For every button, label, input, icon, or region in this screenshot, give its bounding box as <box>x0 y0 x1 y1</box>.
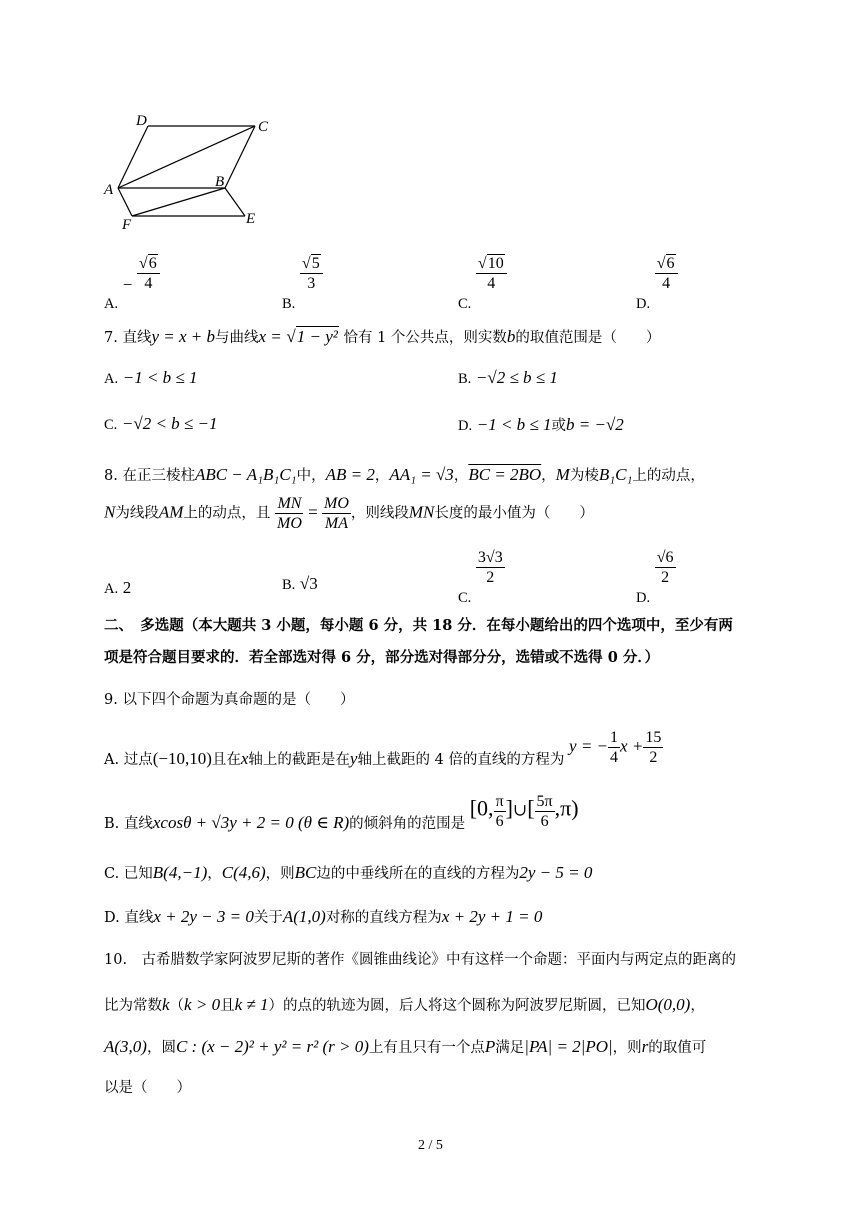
label-E: E <box>246 211 256 227</box>
q6-option-b: B. √ $\frac{5}{3}$ <box>282 254 323 293</box>
q6-option-c: C. √ $\frac{10}{4}$ <box>458 254 507 293</box>
q7-stem: 7. 直线y = x + b与曲线x = √ 1 − y² 恰有 1 个公共点，则实数b的取值范围是（ ） <box>104 326 660 347</box>
q10-line2: 比为常数k（k > 0且k ≠ 1）的点的轨迹为圆，后人将这个圆称为阿波罗尼斯圆，已知O(0,0)， <box>104 995 705 1014</box>
q7-option-d: D. −1 < b ≤ 1或b = −√2 <box>458 415 624 434</box>
q7-option-a: A. −1 < b ≤ 1 <box>104 368 198 387</box>
q6-option-a: A. − √ $\frac{6}{4}$ <box>104 254 160 293</box>
q6-option-d: D. √ $\frac{6}{4}$ <box>636 254 678 293</box>
label-F: F <box>122 217 132 233</box>
section2-heading-line2: 项是符合题目要求的．若全部选对得 6 分，部分选对得部分分，选错或不选得 0 分．） <box>104 649 660 666</box>
q8-option-a: A. 2 <box>104 578 132 597</box>
q9-option-a: A. 过点(−10,10)且在x轴上的截距是在y轴上截距的 4 倍的直线的方程为 y = − $\frac{1}{4}$ x + $\frac{15}{2}$ <box>104 729 662 768</box>
q9-title: 9. 以下四个命题为真命题的是（ ） <box>104 692 355 708</box>
q8-option-d: D. $\frac{√6}{2}$ <box>636 549 674 606</box>
q10-line4: 以是（ ） <box>104 1080 191 1096</box>
q8-stem-line2: N为线段AM上的动点，且 $\frac{MN}{MO}$ = $\frac{MO}{MA}$ ，则线段MN长度的最小值为（ ） <box>104 495 594 532</box>
q8-option-c: C. $\frac{3√3}{2}$ <box>458 549 503 606</box>
label-D: D <box>136 113 147 129</box>
q7-option-b: B. −√2 ≤ b ≤ 1 <box>458 368 558 387</box>
label-C: C <box>258 119 269 135</box>
q9-option-c: C. 已知B(4,−1)，C(4,6)，则BC边的中垂线所在的直线的方程为2y − 5 = 0 <box>104 863 593 882</box>
label-B: B <box>215 174 225 190</box>
q9-option-b: B. 直线xcosθ + √3y + 2 = 0 (θ ∈ R)的倾斜角的范围是 [0, $\frac{\pi}{6}$ ]∪[ $\frac{5\pi}{6}$ ,π) <box>104 793 579 832</box>
q8-stem-line1: 8. 在正三棱柱ABC − A₁B₁C₁中，AB = 2，AA₁ = √3，BC = 2BO，M为棱B₁C₁上的动点， <box>104 465 705 484</box>
section2-heading-line1: 二、 多选题（本大题共 3 小题，每小题 6 分，共 18 分．在每小题给出的四个选项中，至少有两 <box>104 617 733 634</box>
geometry-figure <box>100 108 290 238</box>
page-number: 2 / 5 <box>418 1138 443 1153</box>
q8-option-b: B. √3 <box>282 574 318 593</box>
q10-line3: A(3,0)，圆C : (x − 2)² + y² = r² (r > 0)上有且只有一个点P满足|PA| = 2|PO|，则r的取值可 <box>104 1037 707 1056</box>
q9-option-d: D. 直线x + 2y − 3 = 0关于A(1,0)对称的直线方程为x + 2y + 1 = 0 <box>104 907 543 926</box>
label-A: A <box>104 182 114 198</box>
q10-line1: 10. 古希腊数学家阿波罗尼斯的著作《圆锥曲线论》中有这样一个命题：平面内与两定点的距离的 <box>104 952 737 968</box>
q7-option-c: C. −√2 < b ≤ −1 <box>104 414 218 433</box>
